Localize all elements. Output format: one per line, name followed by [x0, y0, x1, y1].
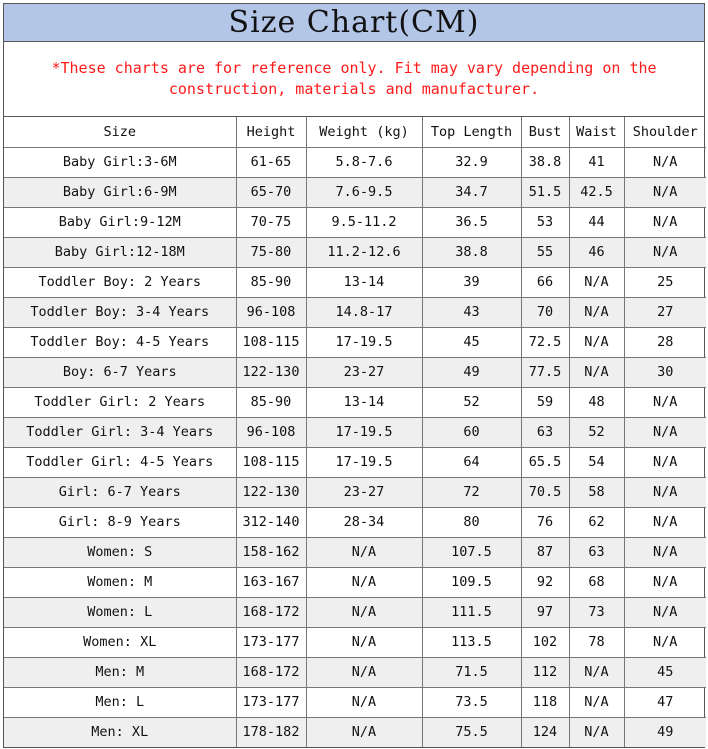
- table-cell: N/A: [306, 687, 422, 717]
- table-cell: N/A: [624, 597, 706, 627]
- table-cell: Girl: 8-9 Years: [4, 507, 236, 537]
- column-header: Bust: [521, 117, 569, 147]
- table-cell: 9.5-11.2: [306, 207, 422, 237]
- table-cell: 48: [569, 387, 624, 417]
- table-cell: 87: [521, 537, 569, 567]
- table-cell: Women: S: [4, 537, 236, 567]
- table-cell: 13-14: [306, 267, 422, 297]
- table-cell: Men: XL: [4, 717, 236, 747]
- table-cell: 70.5: [521, 477, 569, 507]
- table-row: [4, 177, 706, 207]
- table-cell: 52: [422, 387, 521, 417]
- table-cell: N/A: [624, 207, 706, 237]
- table-cell: 49: [422, 357, 521, 387]
- table-cell: 25: [624, 267, 706, 297]
- table-cell: 73.5: [422, 687, 521, 717]
- table-cell: N/A: [569, 267, 624, 297]
- reference-note: *These charts are for reference only. Fit may vary depending on the construction, materials and manufacturer.: [4, 42, 704, 117]
- table-cell: 17-19.5: [306, 447, 422, 477]
- table-row: [4, 237, 706, 267]
- table-cell: 38.8: [422, 237, 521, 267]
- table-cell: Girl: 6-7 Years: [4, 477, 236, 507]
- table-row: [4, 597, 706, 627]
- size-chart: [3, 3, 705, 748]
- table-cell: N/A: [569, 327, 624, 357]
- table-cell: 122-130: [236, 357, 306, 387]
- column-header: Height: [236, 117, 306, 147]
- table-cell: 52: [569, 417, 624, 447]
- table-row: [4, 147, 706, 177]
- table-cell: 39: [422, 267, 521, 297]
- table-row: [4, 267, 706, 297]
- table-row: [4, 447, 706, 477]
- table-cell: 55: [521, 237, 569, 267]
- table-cell: 112: [521, 657, 569, 687]
- table-cell: 28-34: [306, 507, 422, 537]
- table-cell: 60: [422, 417, 521, 447]
- table-row: [4, 327, 706, 357]
- table-cell: 30: [624, 357, 706, 387]
- table-row: [4, 477, 706, 507]
- table-cell: 65.5: [521, 447, 569, 477]
- table-cell: 97: [521, 597, 569, 627]
- table-cell: 36.5: [422, 207, 521, 237]
- table-cell: N/A: [624, 147, 706, 177]
- table-cell: N/A: [624, 447, 706, 477]
- table-cell: Baby Girl:12-18M: [4, 237, 236, 267]
- table-row: [4, 627, 706, 657]
- table-cell: Men: L: [4, 687, 236, 717]
- table-cell: 72.5: [521, 327, 569, 357]
- table-cell: N/A: [624, 177, 706, 207]
- table-cell: 23-27: [306, 357, 422, 387]
- table-cell: 68: [569, 567, 624, 597]
- table-cell: Men: M: [4, 657, 236, 687]
- table-cell: N/A: [624, 477, 706, 507]
- table-cell: N/A: [306, 627, 422, 657]
- table-cell: 70: [521, 297, 569, 327]
- table-cell: 96-108: [236, 297, 306, 327]
- table-cell: 46: [569, 237, 624, 267]
- table-cell: 44: [569, 207, 624, 237]
- table-cell: 158-162: [236, 537, 306, 567]
- table-cell: 173-177: [236, 687, 306, 717]
- table-cell: 51.5: [521, 177, 569, 207]
- table-cell: 62: [569, 507, 624, 537]
- table-body: [4, 147, 706, 747]
- table-cell: 13-14: [306, 387, 422, 417]
- table-cell: 17-19.5: [306, 417, 422, 447]
- table-cell: Women: L: [4, 597, 236, 627]
- table-row: [4, 717, 706, 747]
- table-cell: 59: [521, 387, 569, 417]
- table-cell: 34.7: [422, 177, 521, 207]
- table-cell: Toddler Boy: 3-4 Years: [4, 297, 236, 327]
- table-cell: 118: [521, 687, 569, 717]
- table-row: [4, 357, 706, 387]
- table-cell: 113.5: [422, 627, 521, 657]
- table-cell: Baby Girl:6-9M: [4, 177, 236, 207]
- column-header: Shoulder: [624, 117, 706, 147]
- table-cell: Women: XL: [4, 627, 236, 657]
- table-cell: 71.5: [422, 657, 521, 687]
- table-cell: 7.6-9.5: [306, 177, 422, 207]
- table-row: [4, 657, 706, 687]
- table-cell: 58: [569, 477, 624, 507]
- table-cell: 45: [422, 327, 521, 357]
- table-cell: 168-172: [236, 597, 306, 627]
- table-cell: 122-130: [236, 477, 306, 507]
- table-cell: 5.8-7.6: [306, 147, 422, 177]
- table-cell: N/A: [569, 717, 624, 747]
- table-cell: N/A: [306, 657, 422, 687]
- table-cell: N/A: [624, 507, 706, 537]
- table-cell: 178-182: [236, 717, 306, 747]
- table-cell: 163-167: [236, 567, 306, 597]
- table-cell: 47: [624, 687, 706, 717]
- table-cell: 72: [422, 477, 521, 507]
- table-cell: 11.2-12.6: [306, 237, 422, 267]
- table-cell: Toddler Girl: 2 Years: [4, 387, 236, 417]
- table-cell: N/A: [624, 417, 706, 447]
- table-cell: 80: [422, 507, 521, 537]
- table-cell: N/A: [624, 387, 706, 417]
- table-cell: 65-70: [236, 177, 306, 207]
- table-row: [4, 687, 706, 717]
- table-cell: 85-90: [236, 267, 306, 297]
- table-cell: 27: [624, 297, 706, 327]
- table-cell: N/A: [306, 537, 422, 567]
- table-cell: 168-172: [236, 657, 306, 687]
- table-cell: Toddler Girl: 3-4 Years: [4, 417, 236, 447]
- table-cell: 45: [624, 657, 706, 687]
- table-cell: Women: M: [4, 567, 236, 597]
- table-row: [4, 507, 706, 537]
- table-cell: N/A: [624, 237, 706, 267]
- table-cell: N/A: [306, 567, 422, 597]
- table-cell: 75.5: [422, 717, 521, 747]
- table-cell: 70-75: [236, 207, 306, 237]
- table-row: [4, 207, 706, 237]
- table-cell: 92: [521, 567, 569, 597]
- table-cell: 76: [521, 507, 569, 537]
- table-cell: 63: [569, 537, 624, 567]
- table-cell: N/A: [624, 627, 706, 657]
- table-cell: 73: [569, 597, 624, 627]
- table-row: [4, 297, 706, 327]
- table-cell: 173-177: [236, 627, 306, 657]
- column-header: Size: [4, 117, 236, 147]
- table-cell: 78: [569, 627, 624, 657]
- table-cell: 64: [422, 447, 521, 477]
- table-cell: 17-19.5: [306, 327, 422, 357]
- table-cell: 77.5: [521, 357, 569, 387]
- table-cell: 96-108: [236, 417, 306, 447]
- table-cell: Toddler Girl: 4-5 Years: [4, 447, 236, 477]
- table-cell: N/A: [569, 657, 624, 687]
- table-cell: 102: [521, 627, 569, 657]
- table-cell: Toddler Boy: 4-5 Years: [4, 327, 236, 357]
- table-cell: 312-140: [236, 507, 306, 537]
- table-cell: N/A: [306, 597, 422, 627]
- table-cell: 42.5: [569, 177, 624, 207]
- table-row: [4, 567, 706, 597]
- table-cell: 32.9: [422, 147, 521, 177]
- table-cell: N/A: [306, 717, 422, 747]
- table-cell: 49: [624, 717, 706, 747]
- size-table: [4, 117, 706, 747]
- table-cell: 107.5: [422, 537, 521, 567]
- table-cell: N/A: [569, 357, 624, 387]
- header-row: [4, 117, 706, 147]
- table-cell: 54: [569, 447, 624, 477]
- table-cell: 43: [422, 297, 521, 327]
- table-row: [4, 417, 706, 447]
- table-cell: Baby Girl:3-6M: [4, 147, 236, 177]
- table-cell: 63: [521, 417, 569, 447]
- table-cell: 14.8-17: [306, 297, 422, 327]
- table-cell: 111.5: [422, 597, 521, 627]
- table-cell: 38.8: [521, 147, 569, 177]
- table-cell: N/A: [624, 567, 706, 597]
- column-header: Waist: [569, 117, 624, 147]
- table-cell: Boy: 6-7 Years: [4, 357, 236, 387]
- table-cell: 61-65: [236, 147, 306, 177]
- table-cell: 28: [624, 327, 706, 357]
- column-header: Weight (kg): [306, 117, 422, 147]
- table-cell: 108-115: [236, 327, 306, 357]
- column-header: Top Length: [422, 117, 521, 147]
- table-cell: 53: [521, 207, 569, 237]
- table-cell: N/A: [569, 297, 624, 327]
- table-cell: N/A: [569, 687, 624, 717]
- table-cell: 66: [521, 267, 569, 297]
- table-cell: 124: [521, 717, 569, 747]
- table-cell: N/A: [624, 537, 706, 567]
- table-cell: 41: [569, 147, 624, 177]
- table-cell: Baby Girl:9-12M: [4, 207, 236, 237]
- table-cell: 75-80: [236, 237, 306, 267]
- table-row: [4, 537, 706, 567]
- table-cell: 109.5: [422, 567, 521, 597]
- table-row: [4, 387, 706, 417]
- chart-title: Size Chart(CM): [4, 4, 704, 42]
- table-cell: 85-90: [236, 387, 306, 417]
- table-cell: Toddler Boy: 2 Years: [4, 267, 236, 297]
- table-cell: 23-27: [306, 477, 422, 507]
- table-cell: 108-115: [236, 447, 306, 477]
